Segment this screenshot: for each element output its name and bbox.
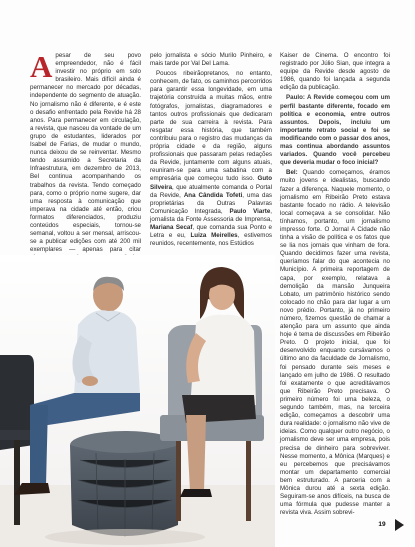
answer-text: Quando começamos, éramos muito jovens e idealistas, buscando fazer a diferença. Naquele momento, o jornalismo em Ribeirão Preto estava bastante focado no rádio. A televisão local começava a se consolidar. Não tínhamos, portanto, um jornalismo impresso forte. O Jornal A Cidade não tinha a visão de política e os fatos que se lia nos jornais que vinham de fora. Quando decidimos fazer uma revista, queríamos falar do que acontecia no Município. A primeira reportagem de capa, por exemplo, relatava a demolição da mansão Junqueira Lobato, um patrimônio histórico sendo colocado no chão para dar lugar a um novo prédio. Portanto, já no primeiro número, fizemos questão de chamar a atenção para um assunto que ainda hoje é tema de discussões em Ribeirão Preto. O projeto inicial, que foi desenvolvido enquanto cursávamos o último ano da faculdade de Jornalismo, foi pensado durante seis meses e lançado em julho de 1986. O resultado foi exatamente o que acreditávamos que Ribeirão Preto precisava. O primeiro número foi uma beleza, o segundo também, mas, na terceira edição, começamos a descobrir uma dura realidade: o jornalismo não vive de ideias. Como qualquer outro negócio, o jornalismo deve ser uma empresa, pois precisa de dinheiro para sobreviver. Nesse momento, a Mônica (Marques) e eu percebemos que precisávamos montar um departamento comercial bem estruturado. A parceria com a Mônica durou até a sexta edição. Seguiram-se anos difíceis, na busca de uma fórmula que pudesse manter a revista viva. Assim sobrevi-: [280, 169, 390, 517]
paragraph: [30, 49, 141, 279]
interview-answer: [280, 169, 390, 517]
interview-photo: [0, 255, 275, 547]
person-name: Ana Cândida Tofeti: [183, 191, 243, 199]
person-name: Luiza Meirelles: [190, 232, 238, 240]
article-column-1: [30, 49, 141, 281]
person-name: Mariana Secaf: [150, 223, 193, 231]
paragraph-text: pelo jornalista e sócio Murilo Pinheiro, e mais tarde por Val Del Lama.: [150, 52, 272, 68]
paragraph-text: , estivemos reunidos, recentemente, nos Estúdios: [150, 232, 272, 248]
paragraph: [150, 70, 272, 248]
paragraph-text: , jornalista da Fonte Assessoria de Imprensa,: [150, 207, 272, 223]
speaker-label: Bel:: [286, 169, 298, 177]
person-name: Paulo Viarte: [229, 207, 271, 215]
question-text: Paulo: A Revide começou com um perfil bastante diferente, focado em política e economia, entre outros assuntos. Depois, incluiu um importante retrato social e foi se modificando com o passar dos anos, mas continua abordando assuntos variados. Quando você percebeu que deveria mudar o foco inicial?: [280, 94, 390, 167]
paragraph: [280, 52, 390, 92]
paragraph-text: Poucos ribeirãopretanos, no entanto, conhecem, de fato, os caminhos percorridos para garantir essa longevidade, em uma trajetória construída a muitas mãos, entre fotógrafos, jornalistas, diagramadores e tantos outros profissionais que dedicaram parte de sua carreira à revista. Para resgatar essa história, que também contribuiu para o registro das mudanças da própria cidade e da região, alguns profissionais que passaram pelas redações da Revide, juntamente com alguns atuais, reuniram-se para uma sabatina com a empresária que começou tudo isso.: [150, 70, 272, 183]
paragraph-text: , que atualmente comanda o Portal da Revide,: [150, 183, 272, 199]
paragraph-text: pesar de seu povo empreendedor, não é fácil investir no próprio em solo brasileiro. Mais difícil ainda é permanecer no mercado por décadas, independente do segmento de atuação. No jornalismo não é diferente, e é este o desafio enfrentado pela Revide há 28 anos. Para permanecer em circulação, a revista, que nasceu da vontade de um grupo de estudantes, liderados por Isabel de Farias, de mudar o mundo, nunca deixou de se reinventar. Mesmo tendo assumido a Secretaria da Infraestrutura, em dezembro de 2013, Bel continua acompanhando os trabalhos da revista. Tendo começado para, como o próprio nome sugere, dar uma resposta à comunicação que imperava na cidade até então, criou formatos diferenciados, produziu conteúdos especiais, tornou-se semanal, voltou a ser mensal, arriscou-se a publicar edições com até 200 mil exemplares — apenas para citar: [30, 52, 141, 254]
paragraph-text: Kaiser de Cinema. O encontro foi registrado por Júlio Sian, que integra a equipe da Revide desde agosto de 1986, quando foi lançada a segunda edição da publicação.: [280, 52, 390, 92]
interview-question: [280, 94, 390, 167]
page-number: 19: [378, 521, 386, 528]
next-page-arrow-icon[interactable]: [393, 518, 405, 532]
interview-photo-illustration: [0, 255, 275, 547]
drop-cap: A: [30, 49, 53, 84]
person-name: Guto Silveira: [150, 175, 272, 191]
paragraph-text: , uma das proprietárias da Outras Palavras Comunicação Integrada,: [150, 191, 272, 215]
article-column-2: [150, 52, 272, 250]
paragraph: [150, 52, 272, 68]
arrow-right-icon: [393, 518, 405, 532]
article-column-3: [280, 52, 390, 519]
paragraph-text: , que comanda sua Ponto e Letra e eu,: [150, 223, 272, 240]
